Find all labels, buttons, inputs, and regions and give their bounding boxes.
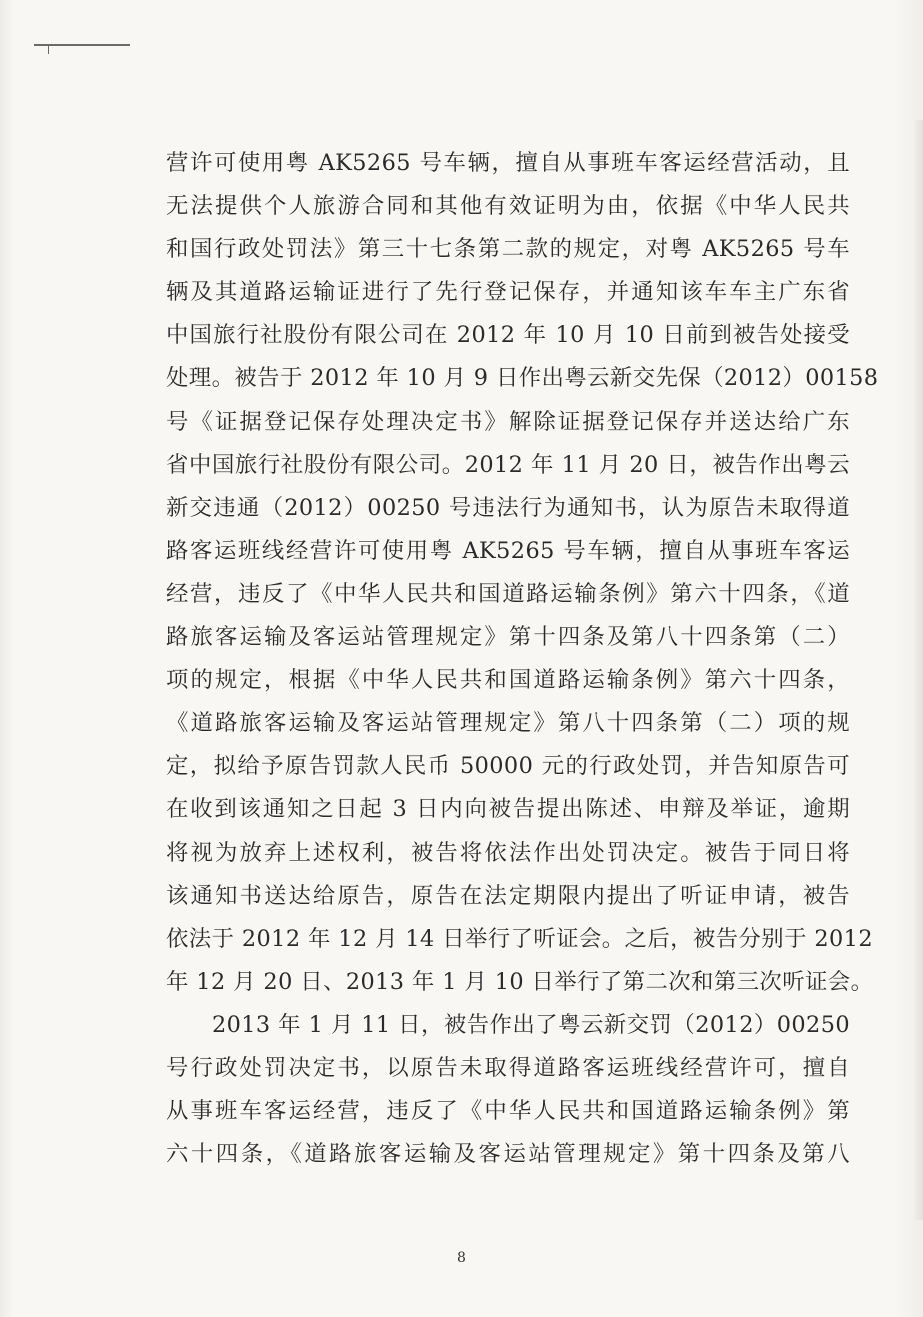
text-line: 无法提供个人旅游合同和其他有效证明为由，依据《中华人民共: [166, 193, 850, 220]
text-line: 路旅客运输及客运站管理规定》第十四条及第八十四条第（二）: [166, 624, 850, 651]
text-line: 在收到该通知之日起 3 日内向被告提出陈述、申辩及举证，逾期: [166, 796, 850, 823]
text-line: 将视为放弃上述权利，被告将依法作出处罚决定。被告于同日将: [166, 839, 850, 866]
text-line: 新交违通（2012）00250 号违法行为通知书，认为原告未取得道: [166, 494, 850, 521]
text-line: 从事班车客运经营，违反了《中华人民共和国道路运输条例》第: [166, 1098, 850, 1125]
paragraph-first-line: 2013 年 1 月 11 日，被告作出了粤云新交罚（2012）00250: [212, 1011, 850, 1038]
text-line: 省中国旅行社股份有限公司。2012 年 11 月 20 日，被告作出粤云: [166, 451, 850, 478]
text-line: 定，拟给予原告罚款人民币 50000 元的行政处罚，并告知原告可: [166, 753, 850, 780]
text-line: 该通知书送达给原告，原告在法定期限内提出了听证申请，被告: [166, 882, 850, 909]
scan-edge-shadow: [913, 120, 923, 1220]
text-line: 年 12 月 20 日、2013 年 1 月 10 日举行了第二次和第三次听证会。: [166, 968, 874, 995]
text-line: 辆及其道路运输证进行了先行登记保存，并通知该车车主广东省: [166, 279, 850, 306]
text-line: 营许可使用粤 AK5265 号车辆，擅自从事班车客运经营活动，且: [166, 150, 850, 176]
text-line: 经营，违反了《中华人民共和国道路运输条例》第六十四条，《道: [166, 580, 850, 607]
text-line: 处理。被告于 2012 年 10 月 9 日作出粤云新交先保（2012）00158: [166, 365, 879, 392]
text-line: 路客运班线经营许可使用粤 AK5265 号车辆，擅自从事班车客运: [166, 537, 850, 564]
text-line: 号行政处罚决定书，以原告未取得道路客运班线经营许可，擅自: [166, 1054, 850, 1081]
text-line: 六十四条，《道路旅客运输及客运站管理规定》第十四条及第八: [166, 1141, 850, 1168]
text-line: 依法于 2012 年 12 月 14 日举行了听证会。之后，被告分别于 2012: [166, 925, 873, 952]
text-line: 号《证据登记保存处理决定书》解除证据登记保存并送达给广东: [166, 408, 850, 435]
text-line: 项的规定，根据《中华人民共和国道路运输条例》第六十四条，: [166, 667, 850, 694]
body-text: [166, 148, 879, 1182]
text-line: 和国行政处罚法》第三十七条第二款的规定，对粤 AK5265 号车: [166, 236, 850, 263]
text-line: 《道路旅客运输及客运站管理规定》第八十四条第（二）项的规: [166, 710, 850, 737]
page-number: 8: [457, 1250, 466, 1266]
corner-tick: [48, 44, 49, 54]
text-line: 中国旅行社股份有限公司在 2012 年 10 月 10 日前到被告处接受: [166, 322, 850, 349]
